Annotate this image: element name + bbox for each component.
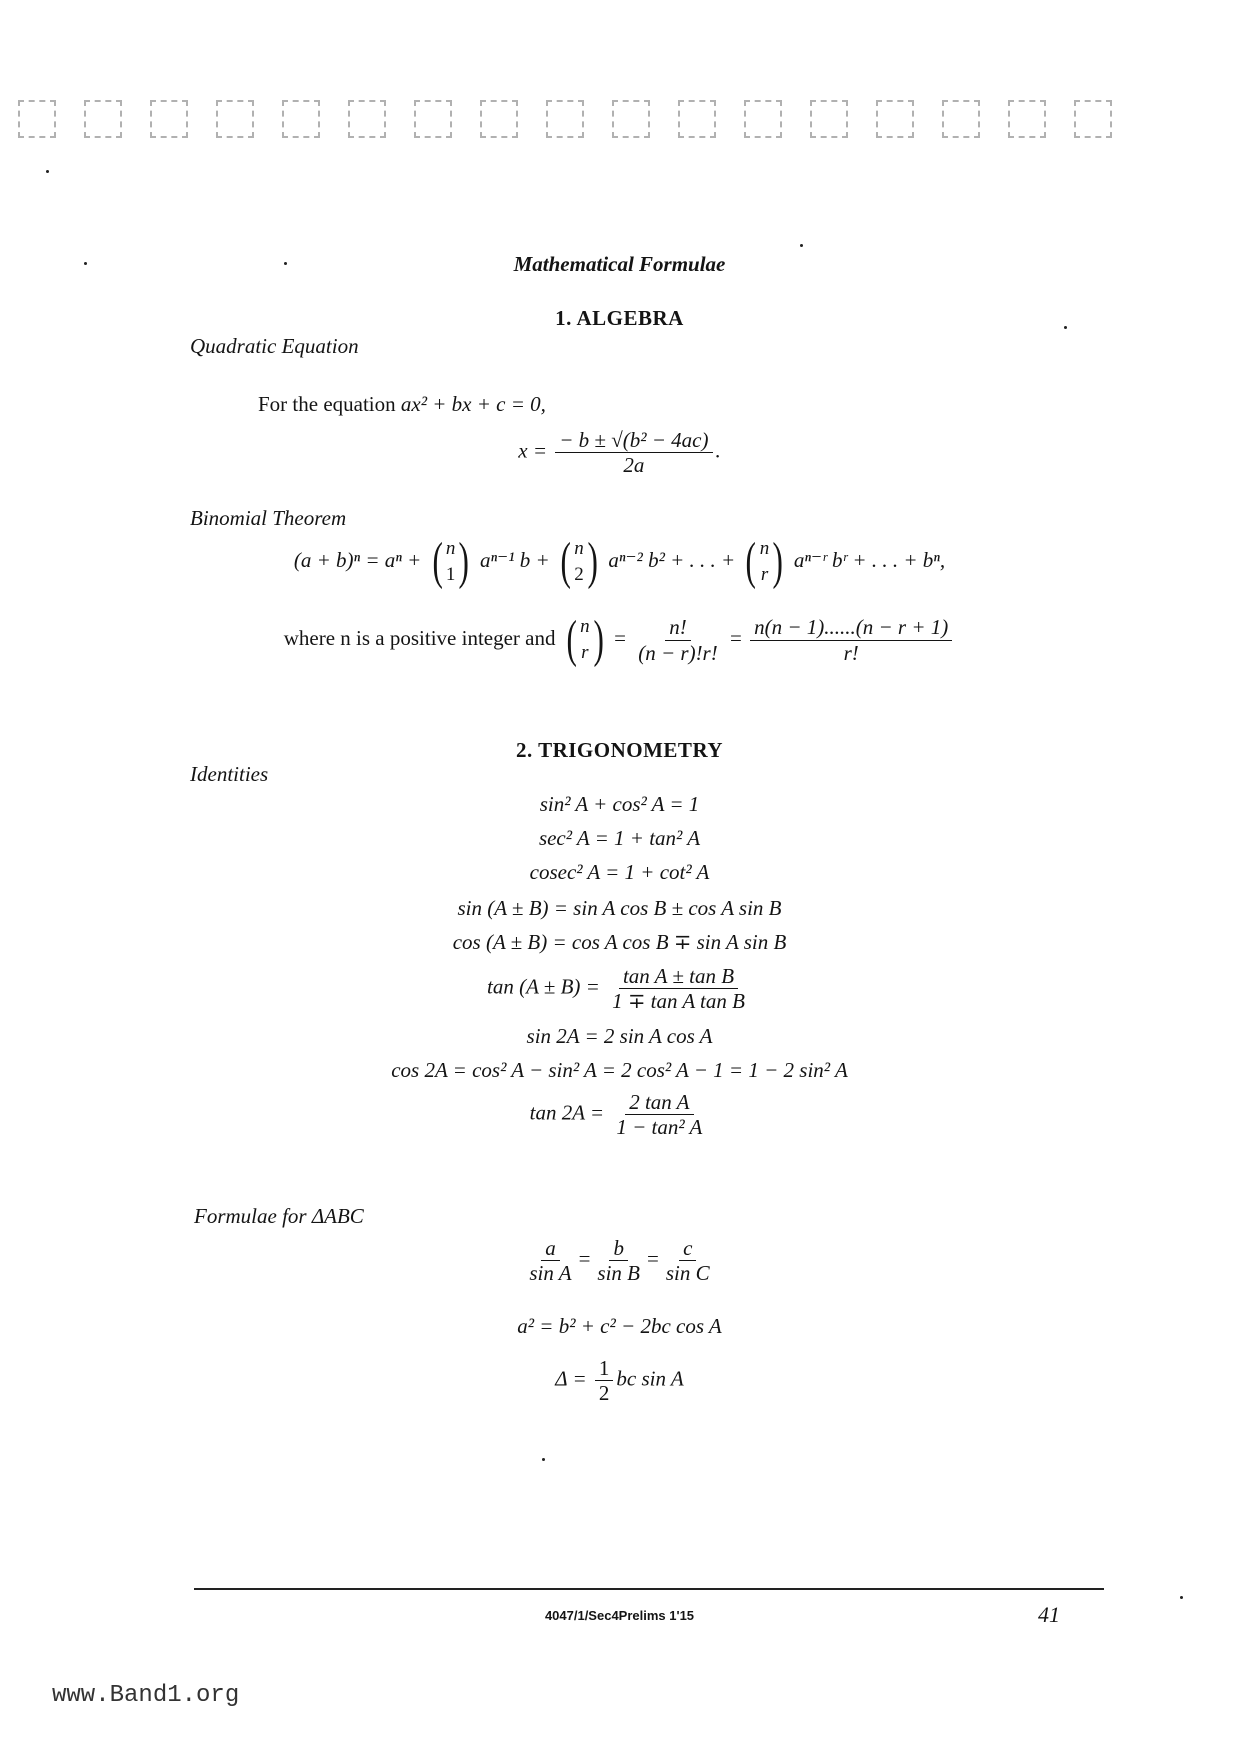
- registration-marks: [18, 100, 1138, 142]
- registration-mark: [84, 100, 122, 138]
- quadratic-numerator: − b ± √(b² − 4ac): [555, 428, 712, 453]
- quadratic-intro-text: For the equation: [258, 392, 396, 416]
- scan-speck: [1180, 1596, 1183, 1599]
- product-numerator: n(n − 1)......(n − r + 1): [750, 615, 952, 640]
- identity-5: cos (A ± B) = cos A cos B ∓ sin A sin B: [452, 930, 787, 954]
- binomial-lhs: (a + b)ⁿ = aⁿ +: [293, 547, 422, 572]
- binomial-coefficient-r: ( n r ): [745, 533, 784, 590]
- sine-rule-c: [662, 1236, 714, 1285]
- registration-mark: [282, 100, 320, 138]
- identity-tan-sum: [0, 964, 1239, 1013]
- registration-mark: [1074, 100, 1112, 138]
- identity-8: cos 2A = cos² A − sin² A = 2 cos² A − 1 = 1 − 2 sin² A: [391, 1058, 848, 1082]
- tan-double-fraction: [612, 1090, 706, 1139]
- identity-2: sec² A = 1 + tan² A: [538, 826, 701, 850]
- identity-7: sin 2A = 2 sin A cos A: [526, 1024, 713, 1048]
- binomial-term-r: aⁿ⁻ʳ bʳ + . . . + bⁿ,: [793, 547, 946, 572]
- tan-sum-lhs: tan (A ± B) =: [487, 974, 600, 999]
- identity-tan-double: [0, 1090, 1239, 1139]
- registration-mark: [480, 100, 518, 138]
- registration-mark: [348, 100, 386, 138]
- footer-code: 4047/1/Sec4Prelims 1'15: [544, 1608, 695, 1623]
- tan-double-lhs: tan 2A =: [529, 1100, 605, 1125]
- equals-sign: =: [614, 625, 626, 650]
- sine-rule-b-num: b: [609, 1236, 628, 1261]
- identity-3: cosec² A = 1 + cot² A: [529, 860, 710, 884]
- subheading-identities: Identities: [190, 762, 269, 786]
- binomial-expansion: [0, 533, 1239, 590]
- sine-rule-c-num: c: [679, 1236, 696, 1261]
- registration-mark: [678, 100, 716, 138]
- equals-sign: =: [729, 625, 742, 650]
- factorial-denominator: (n − r)!r!: [638, 640, 718, 665]
- registration-mark: [546, 100, 584, 138]
- binomial-coefficient-1: ( n 1 ): [432, 533, 470, 590]
- factorial-numerator: n!: [665, 615, 691, 640]
- quadratic-fraction: [555, 428, 712, 477]
- registration-mark: [612, 100, 650, 138]
- area-half-denominator: 2: [598, 1381, 610, 1406]
- registration-mark: [876, 100, 914, 138]
- area-half-numerator: 1: [595, 1356, 614, 1381]
- identity-1: sin² A + cos² A = 1: [539, 792, 700, 816]
- product-denominator: r!: [843, 640, 859, 665]
- scan-speck: [800, 244, 803, 247]
- area-half: [595, 1356, 614, 1405]
- registration-mark: [942, 100, 980, 138]
- scan-speck: [46, 170, 49, 173]
- registration-mark: [18, 100, 56, 138]
- tan-sum-numerator: tan A ± tan B: [619, 964, 738, 989]
- sine-rule-a: [525, 1236, 575, 1285]
- subheading-quadratic: Quadratic Equation: [190, 334, 359, 358]
- quadratic-lhs: x =: [518, 438, 547, 463]
- section-heading-algebra: 1. ALGEBRA: [555, 306, 684, 330]
- scan-speck: [542, 1458, 545, 1461]
- registration-mark: [1008, 100, 1046, 138]
- product-fraction: [750, 615, 952, 664]
- binomial-term-1: aⁿ⁻¹ b +: [480, 547, 550, 572]
- quadratic-denominator: 2a: [623, 453, 645, 478]
- identity-4: sin (A ± B) = sin A cos B ± cos A sin B: [457, 896, 782, 920]
- registration-mark: [216, 100, 254, 138]
- tan-sum-denominator: 1 ∓ tan A tan B: [612, 989, 745, 1014]
- quadratic-formula: [0, 428, 1239, 477]
- quadratic-intro: [258, 392, 546, 417]
- tan-sum-fraction: [608, 964, 749, 1013]
- tan-double-denominator: 1 − tan² A: [616, 1115, 703, 1140]
- sine-rule: [0, 1236, 1239, 1285]
- registration-mark: [150, 100, 188, 138]
- area-lhs: Δ =: [555, 1366, 587, 1391]
- triangle-area: [0, 1356, 1239, 1405]
- sine-rule-b-den: sin B: [597, 1261, 641, 1286]
- binomial-where-text: where n is a positive integer and: [283, 625, 556, 650]
- tan-double-numerator: 2 tan A: [625, 1090, 693, 1115]
- subheading-triangle: Formulae for ΔABC: [194, 1204, 364, 1228]
- binomial-term-2: aⁿ⁻² b² + . . . +: [608, 547, 736, 572]
- subheading-binomial: Binomial Theorem: [190, 506, 347, 530]
- watermark: www.Band1.org: [52, 1682, 240, 1709]
- page-title: Mathematical Formulae: [513, 252, 726, 276]
- factorial-fraction: [634, 615, 722, 664]
- binomial-coefficient-definition: [0, 611, 1239, 668]
- binomial-coefficient-2: ( n 2 ): [560, 533, 598, 590]
- quadratic-equation: ax² + bx + c = 0,: [400, 392, 546, 416]
- equals-sign: =: [578, 1246, 591, 1271]
- registration-mark: [414, 100, 452, 138]
- sine-rule-a-num: a: [541, 1236, 560, 1261]
- registration-mark: [744, 100, 782, 138]
- registration-mark: [810, 100, 848, 138]
- footer-rule: [194, 1588, 1104, 1590]
- sine-rule-a-den: sin A: [529, 1261, 572, 1286]
- area-rhs: bc sin A: [616, 1366, 684, 1391]
- sine-rule-b: [593, 1236, 644, 1285]
- equals-sign: =: [647, 1246, 659, 1271]
- page-number: 41: [1038, 1602, 1060, 1627]
- quadratic-end: .: [715, 438, 721, 463]
- sine-rule-c-den: sin C: [665, 1261, 710, 1286]
- section-heading-trigonometry: 2. TRIGONOMETRY: [515, 738, 724, 762]
- cosine-rule: a² = b² + c² − 2bc cos A: [517, 1314, 722, 1338]
- binomial-coefficient-nr: ( n r ): [566, 611, 604, 668]
